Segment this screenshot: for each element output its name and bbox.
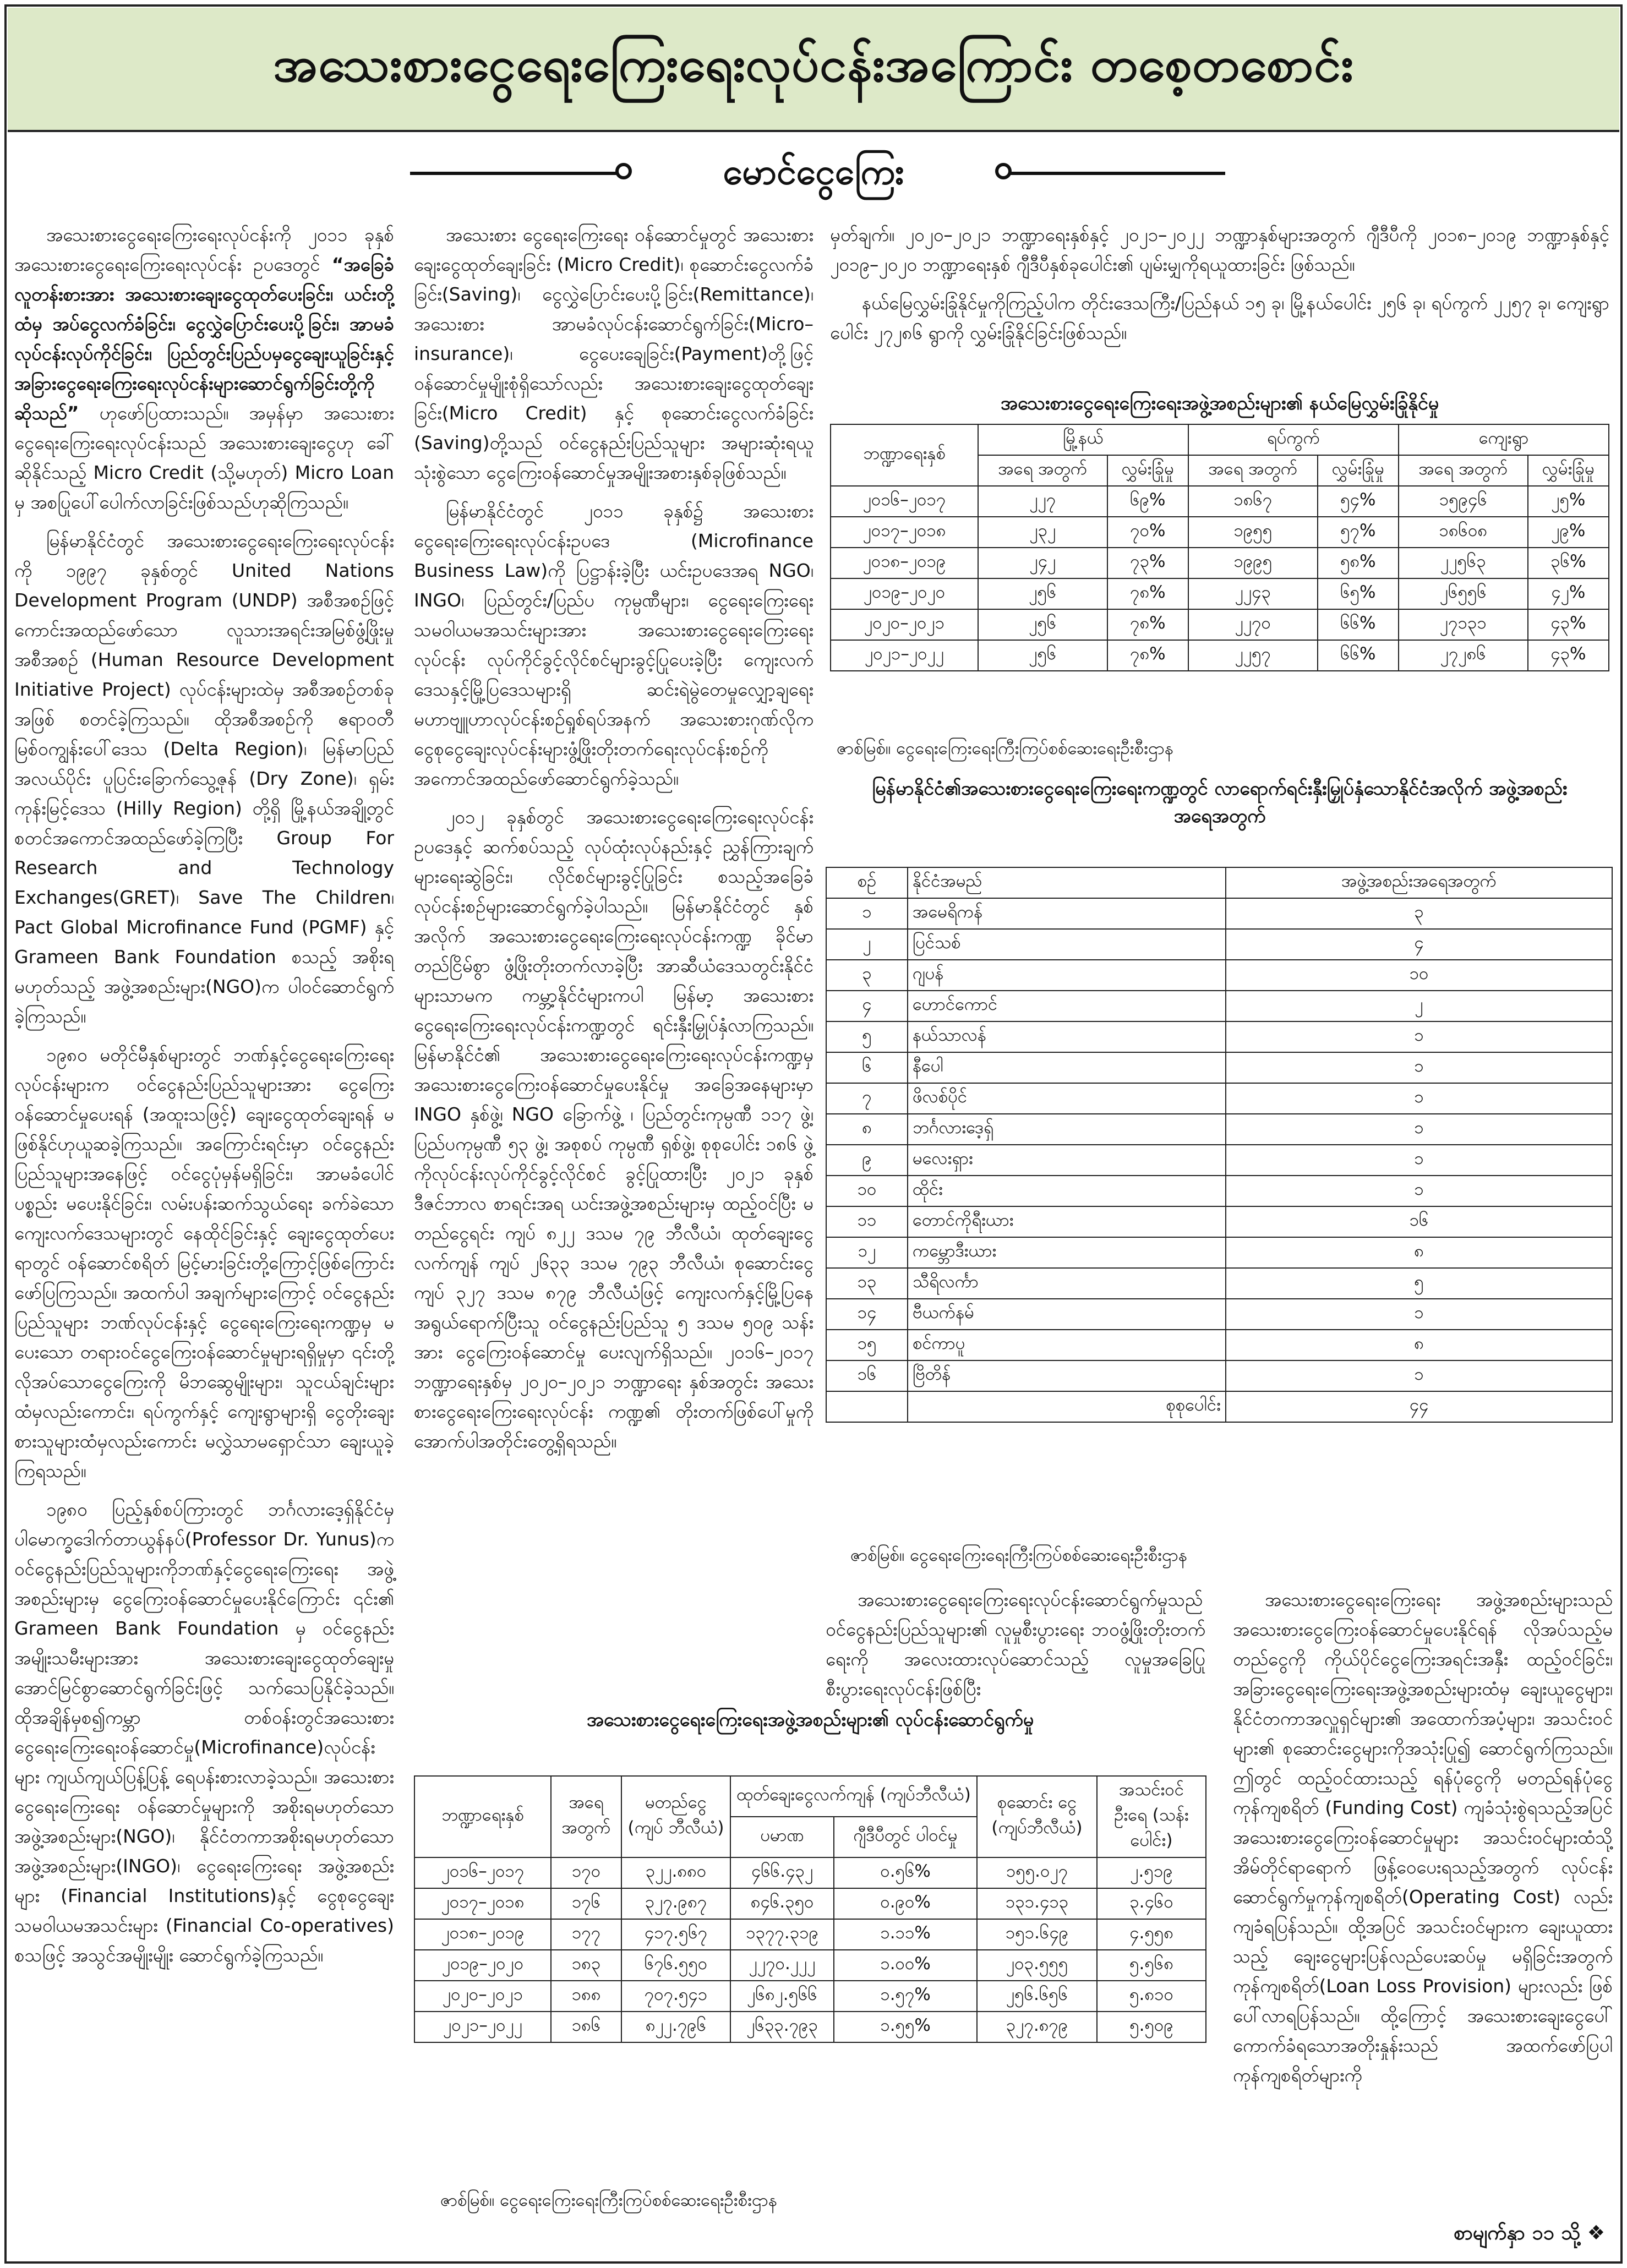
table-cell: ၈ — [1226, 1330, 1612, 1360]
table-cell: ပြင်သစ် — [908, 929, 1226, 960]
table-cell: ၂၆၅၅၆ — [1399, 578, 1528, 609]
country-row — [826, 929, 1612, 960]
headline-banner — [8, 8, 1619, 132]
table-cell: ၂၂၇၀.၂၂၂ — [730, 1950, 834, 1981]
author-byline: မောင်ငွေကြေး — [723, 152, 904, 193]
table-cell: ၄ — [1226, 929, 1612, 960]
table-cell: ၁၂ — [826, 1237, 908, 1268]
table-cell: ၁၅ — [826, 1330, 908, 1360]
table-cell: ၇၈% — [1107, 609, 1188, 640]
table-cell: ၅.၅၀၉ — [1097, 2012, 1206, 2042]
table-cell: ၁၄ — [826, 1299, 908, 1330]
coverage-table-caption: အသေးစားငွေရေးကြေးရေးအဖွဲ့အစည်းများ၏ နယ်မြေလွှမ်းခြုံနိုင်မှု — [1000, 392, 1439, 414]
table-cell: ၈၄၆.၃၅၀ — [730, 1888, 834, 1919]
table-cell: ၁ — [1226, 1021, 1612, 1052]
table-cell: ၁၇၀ — [551, 1857, 621, 1888]
table-cell: ၂၅% — [1528, 486, 1609, 517]
operations-row — [414, 1857, 1206, 1888]
table-cell: ၁၀ — [1226, 960, 1612, 991]
table-cell: ၂ — [1226, 991, 1612, 1021]
country-row — [826, 1206, 1612, 1237]
table-cell: ၁၈၃ — [551, 1950, 621, 1981]
country-row — [826, 1268, 1612, 1299]
country-row — [826, 1330, 1612, 1360]
table-cell: ၅ — [826, 1021, 908, 1052]
paragraph: မြန်မာနိုင်ငံတွင် အသေးစားငွေရေးကြေးရေးလုပ်ငန်းကို ၁၉၉၇ ခုနှစ်တွင် United Nations Development Program (UNDP) အစီအစဉ်ဖြင့် ကောင်းအထည်ဖော်သော လူသားအရင်းအမြစ်ဖွံ့ဖြိုးမှုအစီအစဉ် (Human Resource Development Initiative Project) လုပ်ငန်းများထဲမှ အစီအစဉ်တစ်ခုအဖြစ် စတင်ခဲ့ကြသည်။ ထိုအစီအစဉ်ကို ဧရာဝတီမြစ်ဝကျွန်းပေါ်ဒေသ (Delta Region)၊ မြန်မာပြည်အလယ်ပိုင်း ပူပြင်းခြောက်သွေ့ဇုန် (Dry Zone)၊ ရှမ်းကုန်းမြင့်ဒေသ (Hilly Region) တို့ရှိ မြို့နယ်အချို့တွင် စတင်အကောင်အထည်ဖော်ခဲ့ကြပြီး Group For Research and Technology Exchanges(GRET)၊ Save The Children၊ Pact Global Microfinance Fund (PGMF) နှင့် Grameen Bank Foundation စသည့် အစိုးရမဟုတ်သည့် အဖွဲ့အစည်းများ(NGO)က ပါဝင်ဆောင်ရွက်ခဲ့ကြသည်။ — [14, 530, 394, 1027]
table-cell: ၁၅၁.၆၄၉ — [977, 1919, 1097, 1950]
operations-table-caption: အသေးစားငွေရေးကြေးရေးအဖွဲ့အစည်းများ၏ လုပ်ငန်းဆောင်ရွက်မှု — [586, 1709, 1034, 1731]
operations-row — [414, 1950, 1206, 1981]
table-cell: ၁၃၇၇.၃၁၉ — [730, 1919, 834, 1950]
country-row — [826, 1083, 1612, 1114]
table-cell: ကမ္ဘောဒီးယား — [908, 1237, 1226, 1268]
paragraph: မြန်မာနိုင်ငံတွင် ၂၀၁၁ ခုနှစ်၌ အသေးစားငွေရေးကြေးရေးလုပ်ငန်းဥပဒေ (Microfinance Business Law)ကို ပြဋ္ဌာန်းခဲ့ပြီး ယင်းဥပဒေအရ NGO၊ INGO၊ ပြည်တွင်း/ပြည်ပ ကုမ္ပဏီများ၊ ငွေရေးကြေးရေးသမဝါယမအသင်းများအား အသေးစားငွေရေးကြေးရေးလုပ်ငန်း လုပ်ကိုင်ခွင့်လိုင်စင်များခွင့်ပြုပေးခဲ့ပြီး ကျေးလက်ဒေသနှင့်မြို့ပြဒေသများရှိ ဆင်းရဲမွဲတေမှုလျှော့ချရေးမဟာဗျူဟာလုပ်ငန်းစဉ်ရှုစ်ရပ်အနက် အသေးစားဂုဏ်လိုက ငွေစုငွေချေးလုပ်ငန်းများဖွံ့ဖြိုးတိုးတက်ရေးလုပ်ငန်းစဉ်ကို အကောင်အထည်ဖော်ဆောင်ရွက်ခဲ့သည်။ — [414, 500, 814, 789]
table-cell: ၁၃ — [826, 1268, 908, 1299]
table-cell: ၃ — [826, 960, 908, 991]
article-column-2 — [414, 220, 814, 1465]
table-cell: ၂၀၁၉–၂၀၂၀ — [831, 578, 978, 609]
total-label: စုစုပေါင်း — [908, 1391, 1226, 1422]
table-cell: ၆၆% — [1318, 609, 1399, 640]
table-cell: ဂျပန် — [908, 960, 1226, 991]
table-cell: ၂၇၂၈၆ — [1399, 640, 1528, 671]
table-cell: ၂၅၆ — [978, 640, 1107, 671]
table-cell: ၁၃၁.၄၁၃ — [977, 1888, 1097, 1919]
paragraph: ၂၀၁၂ ခုနှစ်တွင် အသေးစားငွေရေးကြေးရေးလုပ်ငန်းဥပဒေနှင့် ဆက်စပ်သည့် လုပ်ထုံးလုပ်နည်းနှင့် ညွှန်ကြားချက်များရေးဆွဲခြင်း၊ လိုင်စင်များခွင့်ပြုခြင်း စသည့်အခြေခံလုပ်ငန်းစဉ်များဆောင်ရွက်ခဲ့ပါသည်။ မြန်မာနိုင်ငံတွင် နှစ်အလိုက် အသေးစားငွေရေးကြေးရေးလုပ်ငန်းကဏ္ဍ ခိုင်မာတည်ငြိမ်စွာ ဖွံ့ဖြိုးတိုးတက်လာခဲ့ပြီး အာဆီယံဒေသတွင်းနိုင်ငံများသာမက ကမ္ဘာ့နိုင်ငံများကပါ မြန်မာ့ အသေးစား ငွေရေးကြေးရေးလုပ်ငန်းကဏ္ဍတွင် ရင်းနှီးမြှုပ်နှံလာကြသည်။ မြန်မာနိုင်ငံ၏ အသေးစားငွေရေးကြေးရေးလုပ်ငန်းကဏ္ဍမှ အသေးစားငွေကြေးဝန်ဆောင်မှုပေးနိုင်မှု အခြေအနေများမှာ INGO နှစ်ဖွဲ့၊ NGO ခြောက်ဖွဲ့ ၊ ပြည်တွင်းကုမ္ပဏီ ၁၁၇ ဖွဲ့၊ ပြည်ပကုမ္ပဏီ ၅၃ ဖွဲ့၊ အစုစပ် ကုမ္ပဏီ ရှစ်ဖွဲ့၊ စုစုပေါင်း ၁၈၆ ဖွဲ့ ကိုလုပ်ငန်းလုပ်ကိုင်ခွင့်လိုင်စင် ခွင့်ပြုထားပြီး ၂၀၂၁ ခုနှစ် ဒီဇင်ဘာလ စာရင်းအရ ယင်းအဖွဲ့အစည်းများမှ ထည့်ဝင်ပြီး မတည်ငွေရင်း ကျပ် ၈၂၂ ဒသမ ၇၉ ဘီလီယံ၊ ထုတ်ချေးငွေလက်ကျန် ကျပ် ၂၆၃၃ ဒသမ ၇၉၃ ဘီလီယံ၊ စုဆောင်းငွေကျပ် ၃၂၇ ဒသမ ၈၇၉ ဘီလီယံဖြင့် ကျေးလက်နှင့်မြို့ပြနေ အရွယ်ရောက်ပြီးသူ ဝင်ငွေနည်းပြည်သူ ၅ ဒသမ ၅၀၉ သန်းအား ငွေကြေးဝန်ဆောင်မှု ပေးလျက်ရှိသည်။ ၂၀၁၆–၂၀၁၇ ဘဏ္ဍာရေးနှစ်မှ ၂၀၂၀–၂၀၂၁ ဘဏ္ဍာရေး နှစ်အတွင်း အသေးစားငွေရေးကြေးရေးလုပ်ငန်း ကဏ္ဍ၏ တိုးတက်ဖြစ်ပေါ်မှုကိုအောက်ပါအတိုင်းတွေ့ရှိရသည်။ — [414, 806, 814, 1452]
col-header-year: ဘဏ္ဍာရေးနှစ် — [414, 1776, 551, 1857]
col-header-loan-gdp-share: ဂျီဒီပီတွင် ပါဝင်မှု — [834, 1817, 977, 1857]
table-cell: ထိုင်း — [908, 1176, 1226, 1206]
table-cell: ၂ — [826, 929, 908, 960]
table-cell: ၁၀ — [826, 1176, 908, 1206]
table-cell: ၂၅၆.၆၅၆ — [977, 1981, 1097, 2012]
table-cell: ၂၄၂ — [978, 548, 1107, 578]
coverage-source: ဇာစ်မြစ်။ ငွေရေးကြေးရေးကြီးကြပ်စစ်ဆေးရေးဦးစီးဌာန — [837, 739, 1173, 758]
col-header-count: အရေ အတွက် — [1399, 455, 1528, 486]
gdp-note: မှတ်ချက်။ ၂၀၂၀–၂၀၂၁ ဘဏ္ဍာရေးနှစ်နှင့် ၂၀၂၁–၂၀၂၂ ဘဏ္ဍာနှစ်များအတွက် ဂျီဒီပီကို ၂၀၁၈–၂၀၁၉ ဘဏ္ဍာနှစ်နှင့် ၂၀၁၉–၂၀၂၀ ဘဏ္ဍာရေးနှစ် ဂျီဒီပီနှစ်ခုပေါင်း၏ ပျမ်းမျှကိုရယူထားခြင်း ဖြစ်သည်။ — [830, 224, 1609, 275]
table-cell: ၅၄% — [1318, 486, 1399, 517]
col-header-no: စဉ် — [826, 867, 908, 898]
col-header-savings: စုဆောင်း ငွေ (ကျပ်ဘီလီယံ) — [977, 1776, 1097, 1857]
table-cell: ၂၆၈၂.၅၆၆ — [730, 1981, 834, 2012]
table-cell: ၂၆၃၃.၇၉၃ — [730, 2012, 834, 2042]
table-cell: ၈ — [1226, 1237, 1612, 1268]
table-cell: ဗြိတိန် — [908, 1360, 1226, 1391]
table-cell: ၁၅၉၄၆ — [1399, 486, 1528, 517]
country-row — [826, 1145, 1612, 1176]
paragraph: အသေးစားငွေရေးကြေးရေးလုပ်ငန်းကို ၂၀၁၁ ခုနှစ် အသေးစားငွေရေးကြေးရေးလုပ်ငန်း ဥပဒေတွင် “အခြေခံလူတန်းစားအား အသေးစားချေးငွေထုတ်ပေးခြင်း၊ ယင်းတို့ထံမှ အပ်ငွေလက်ခံခြင်း၊ ငွေလွှဲပြောင်းပေးပို့ခြင်း၊ အာမခံလုပ်ငန်းလုပ်ကိုင်ခြင်း၊ ပြည်တွင်းပြည်ပမှငွေချေးယူခြင်းနှင့် အခြားငွေရေးကြေးရေးလုပ်ငန်းများဆောင်ရွက်ခြင်းတို့ကိုဆိုသည်” ဟုဖော်ပြထားသည်။ အမှန်မှာ အသေးစားငွေရေးကြေးရေးလုပ်ငန်းသည် အသေးစားချေးငွေဟု ခေါ်ဆိုနိုင်သည့် Micro Credit (သို့မဟုတ်) Micro Loan မှ အစပြုပေါ်ပေါက်လာခြင်းဖြစ်သည်ဟုဆိုကြသည်။ — [14, 224, 394, 513]
table-cell: ၂၂၇ — [978, 486, 1107, 517]
coverage-row — [831, 548, 1609, 578]
operations-row — [414, 1981, 1206, 2012]
table-cell: ၄.၅၅၈ — [1097, 1919, 1206, 1950]
table-cell: ၁၉၅၅ — [1188, 517, 1318, 548]
table-cell: ၄ — [826, 991, 908, 1021]
table-cell: ၇၈% — [1107, 640, 1188, 671]
table-cell: ၄၃% — [1528, 640, 1609, 671]
col-header-township: မြို့နယ် — [978, 424, 1188, 455]
table-cell: ၂၀၂၁–၂၀၂၂ — [831, 640, 978, 671]
table-cell: ၀.၅၆% — [834, 1857, 977, 1888]
table-cell: ၄၂% — [1528, 578, 1609, 609]
table-cell: ၅.၅၆၈ — [1097, 1950, 1206, 1981]
table-cell: ဗီယက်နမ် — [908, 1299, 1226, 1330]
operations-table — [414, 1775, 1206, 2043]
table-cell: ၀.၉၀% — [834, 1888, 977, 1919]
col-header-coverage: လွှမ်းခြုံမှု — [1107, 455, 1188, 486]
table-cell: ၆ — [826, 1052, 908, 1083]
table-cell: ဟောင်ကောင် — [908, 991, 1226, 1021]
country-row — [826, 1114, 1612, 1145]
table-cell: ၁၆ — [826, 1360, 908, 1391]
table-cell: ၄၃% — [1528, 609, 1609, 640]
table-cell: ၁၈၆၇ — [1188, 486, 1318, 517]
table-cell: ၁၈၆ — [551, 2012, 621, 2042]
col-header-ward: ရပ်ကွက် — [1188, 424, 1399, 455]
paragraph: ၁၉၈၀ ပြည့်နှစ်စပ်ကြားတွင် ဘင်္ဂလားဒေ့ရှ်နိုင်ငံမှ ပါမောက္ခဒေါက်တာယွန်နပ်(Professor Dr. Yunus)က ဝင်ငွေနည်းပြည်သူများကိုဘဏ်နှင့်ငွေရေးကြေးရေး အဖွဲ့အစည်းများမှ ငွေကြေးဝန်ဆောင်မှုပေးနိုင်ကြောင်း ၎င်း၏ Grameen Bank Foundation မှ ဝင်ငွေနည်းအမျိုးသမီးများအား အသေးစားချေးငွေထုတ်ချေးမှု အောင်မြင်စွာဆောင်ရွက်ခြင်းဖြင့် သက်သေပြနိုင်ခဲ့သည်။ ထိုအချိန်မှစ၍ကမ္ဘာ တစ်ဝန်းတွင်အသေးစားငွေရေးကြေးရေးဝန်ဆောင်မှု(Microfinance)လုပ်ငန်းများ ကျယ်ကျယ်ပြန့်ပြန့် ရေပန်းစားလာခဲ့သည်။ အသေးစား ငွေရေးကြေးရေး ဝန်ဆောင်မှုများကို အစိုးရမဟုတ်သောအဖွဲ့အစည်းများ(NGO)၊ နိုင်ငံတကာအစိုးရမဟုတ်သောအဖွဲ့အစည်းများ(INGO)၊ ငွေရေးကြေးရေး အဖွဲ့အစည်းများ (Financial Institutions)နှင့် ငွေစုငွေချေးသမဝါယမအသင်းများ (Financial Co-operatives) စသဖြင့် အသွင်အမျိုးမျိုး ဆောင်ရွက်ခဲ့ကြသည်။ — [14, 1499, 394, 1966]
col-header-year: ဘဏ္ဍာရေးနှစ် — [831, 424, 978, 486]
table-cell: ၈ — [826, 1114, 908, 1145]
country-row — [826, 1360, 1612, 1391]
table-cell: ၂၀၁၈–၂၀၁၉ — [831, 548, 978, 578]
table-cell: ၅၇% — [1318, 517, 1399, 548]
table-cell: ၂၉% — [1528, 517, 1609, 548]
table-cell: ၁၁ — [826, 1206, 908, 1237]
col-header-capital: မတည်ငွေ (ကျပ် ဘီလီယံ) — [621, 1776, 730, 1857]
table-cell: ၁ — [826, 898, 908, 929]
table-cell: စင်ကာပူ — [908, 1330, 1226, 1360]
coverage-row — [831, 609, 1609, 640]
country-row — [826, 1052, 1612, 1083]
operations-source: ဇာစ်မြစ်။ ငွေရေးကြေးရေးကြီးကြပ်စစ်ဆေးရေးဦးစီးဌာန — [440, 2190, 777, 2210]
table-cell: ဖိလစ်ပိုင် — [908, 1083, 1226, 1114]
table-cell: ၁ — [1226, 1176, 1612, 1206]
table-cell: ၁ — [1226, 1114, 1612, 1145]
table-cell: ၁၇၆ — [551, 1888, 621, 1919]
definition-quote: “အခြေခံလူတန်းစားအား အသေးစားချေးငွေထုတ်ပေးခြင်း၊ ယင်းတို့ထံမှ အပ်ငွေလက်ခံခြင်း၊ ငွေလွှဲပြောင်းပေးပို့ခြင်း၊ အာမခံလုပ်ငန်းလုပ်ကိုင်ခြင်း၊ ပြည်တွင်းပြည်ပမှငွေချေးယူခြင်းနှင့် အခြားငွေရေးကြေးရေးလုပ်ငန်းများဆောင်ရွက်ခြင်းတို့ကိုဆိုသည်” — [14, 254, 394, 424]
table-cell: ၆၇၆.၅၅၀ — [621, 1950, 730, 1981]
table-cell: ၁ — [1226, 1299, 1612, 1330]
table-cell: ၂၀၁၇–၂၀၁၈ — [831, 517, 978, 548]
table-cell: ၂၃၂ — [978, 517, 1107, 548]
table-cell: ၄၆၆.၄၃၂ — [730, 1857, 834, 1888]
table-cell: ၂၀၂၀–၂၀၂၁ — [414, 1981, 551, 2012]
table-cell: နီပေါ — [908, 1052, 1226, 1083]
country-row — [826, 991, 1612, 1021]
table-cell: ၆၉% — [1107, 486, 1188, 517]
table-cell: ၃၆% — [1528, 548, 1609, 578]
table-cell: ၃.၄၆၀ — [1097, 1888, 1206, 1919]
paragraph: အသေးစားငွေရေးကြေးရေးလုပ်ငန်းဆောင်ရွက်မှုသည် ဝင်ငွေနည်းပြည်သူများ၏ လူမှုစီးပွားရေး ဘဝဖွံ့ဖြိုးတိုးတက်ရေးကို အလေးထားလုပ်ဆောင်သည့် လူမှုအခြေပြုစီးပွားရေးလုပ်ငန်းဖြစ်ပြီး — [826, 1589, 1205, 1699]
table-cell: ၂၂၄၃ — [1188, 578, 1318, 609]
table-cell: ၅၈% — [1318, 548, 1399, 578]
article-column-4 — [1233, 1585, 1613, 2099]
table-cell: မလေးရှား — [908, 1145, 1226, 1176]
table-cell: ၂၂၅၆၃ — [1399, 548, 1528, 578]
table-cell: ၉ — [826, 1145, 908, 1176]
table-cell: ၁.၁၁% — [834, 1919, 977, 1950]
table-cell: ၂၂၇၀ — [1188, 609, 1318, 640]
table-cell: ၂၂၅၇ — [1188, 640, 1318, 671]
byline-rule-right — [1011, 172, 1225, 175]
country-row — [826, 1237, 1612, 1268]
table-cell: ၁၆ — [1226, 1206, 1612, 1237]
col-header-count: အရေ အတွက် — [1188, 455, 1318, 486]
headline: အသေးစားငွေရေးကြေးရေးလုပ်ငန်းအကြောင်း တစေ့တစောင်း — [273, 36, 1354, 92]
table-cell: ၂၀၁၇–၂၀၁၈ — [414, 1888, 551, 1919]
table-cell: ၃၂၂.၈၈၀ — [621, 1857, 730, 1888]
table-cell: ၅.၈၁၀ — [1097, 1981, 1206, 2012]
table-cell: နယ်သာလန် — [908, 1021, 1226, 1052]
country-row — [826, 1021, 1612, 1052]
byline-ornament-right — [995, 163, 1012, 179]
continued-on-page: စာမျက်နှာ ၁၁ သို့ ❖ — [1453, 2222, 1605, 2244]
table-cell: ၄၁၇.၅၆၇ — [621, 1919, 730, 1950]
col-header-coverage: လွှမ်းခြုံမှု — [1318, 455, 1399, 486]
table-cell: ၂၀၁၈–၂၀၁၉ — [414, 1919, 551, 1950]
table-cell: ၇၀% — [1107, 517, 1188, 548]
col-header-village: ကျေးရွာ — [1399, 424, 1609, 455]
operations-row — [414, 1919, 1206, 1950]
table-cell: ၅ — [1226, 1268, 1612, 1299]
table-cell: ၁ — [1226, 1145, 1612, 1176]
col-header-members: အသင်းဝင် ဦးရေ (သန်းပေါင်း) — [1097, 1776, 1206, 1857]
table-cell: ၁ — [1226, 1052, 1612, 1083]
article-column-1 — [14, 220, 394, 1979]
country-table-caption: မြန်မာနိုင်ငံ၏အသေးစားငွေရေးကြေးရေးကဏ္ဍတွင် လာရောက်ရင်းနှီးမြှုပ်နှံသောနိုင်ငံအလိုက် အဖွဲ့အစည်းအရေအတွက် — [872, 778, 1568, 827]
table-cell: ၃၂၇.၉၈၇ — [621, 1888, 730, 1919]
table-cell: ၁၇၇ — [551, 1919, 621, 1950]
operations-row — [414, 2012, 1206, 2042]
total-value: ၄၄ — [1226, 1391, 1612, 1422]
col-header-loans: ထုတ်ချေးငွေလက်ကျန် (ကျပ်ဘီလီယံ) — [730, 1776, 977, 1817]
table-cell: ၁၉၉၅ — [1188, 548, 1318, 578]
coverage-row — [831, 640, 1609, 671]
coverage-row — [831, 578, 1609, 609]
table-cell: ၁၈၈ — [551, 1981, 621, 2012]
table-cell: တောင်ကိုရီးယား — [908, 1206, 1226, 1237]
country-row — [826, 898, 1612, 929]
table-cell: ၂၅၆ — [978, 578, 1107, 609]
table-cell: ၆၅% — [1318, 578, 1399, 609]
table-cell: ၇၃% — [1107, 548, 1188, 578]
table-cell: ၂၀၁၆–၂၀၁၇ — [831, 486, 978, 517]
table-cell: ၂၇၁၃၁ — [1399, 609, 1528, 640]
table-cell: ၁ — [1226, 1360, 1612, 1391]
col-header-count: အရေ အတွက် — [978, 455, 1107, 486]
table-cell: ၂၀၃.၅၅၅ — [977, 1950, 1097, 1981]
table-cell: ၁.၅၇% — [834, 1981, 977, 2012]
paragraph: နယ်မြေလွှမ်းခြုံနိုင်မှုကိုကြည့်ပါက တိုင်းဒေသကြီး/ပြည်နယ် ၁၅ ခု၊ မြို့နယ်ပေါင်း ၂၅၆ ခု၊ ရပ်ကွက် ၂၂၅၇ ခု၊ ကျေးရွာပေါင်း ၂၇၂၈၆ ရွာကို လွှမ်းခြုံနိုင်ခြင်းဖြစ်သည်။ — [830, 292, 1609, 343]
table-cell: ၁.၀၀% — [834, 1950, 977, 1981]
col-header-loan-amount: ပမာဏ — [730, 1817, 834, 1857]
country-source: ဇာစ်မြစ်။ ငွေရေးကြေးရေးကြီးကြပ်စစ်ဆေးရေးဦးစီးဌာန — [850, 1545, 1187, 1565]
table-cell: ၃၂၇.၈၇၉ — [977, 2012, 1097, 2042]
paragraph: ၁၉၈၀ မတိုင်မီနှစ်များတွင် ဘဏ်နှင့်ငွေရေးကြေးရေးလုပ်ငန်းများက ဝင်ငွေနည်းပြည်သူများအား ငွေကြေးဝန်ဆောင်မှုပေးရန် (အထူးသဖြင့်) ချေးငွေထုတ်ချေးရန် မဖြစ်နိုင်ဟုယူဆခဲ့ကြသည်။ အကြောင်းရင်းမှာ ဝင်ငွေနည်းပြည်သူများအနေဖြင့် ဝင်ငွေပုံမှန်မရှိခြင်း၊ အာမခံပေါင်ပစ္စည်း မပေးနိုင်ခြင်း၊ လမ်းပန်းဆက်သွယ်ရေး ခက်ခဲသော ကျေးလက်ဒေသများတွင် နေထိုင်ခြင်းနှင့် ချေးငွေထုတ်ပေးရာတွင် ဝန်ဆောင်စရိတ် မြင့်မားခြင်းတို့ကြောင့်ဖြစ်ကြောင်း ဖော်ပြကြသည်။ အထက်ပါ အချက်များကြောင့် ဝင်ငွေနည်းပြည်သူများ ဘဏ်လုပ်ငန်းနှင့် ငွေရေးကြေးရေးကဏ္ဍမှ မပေးသော တရားဝင်ငွေကြေးဝန်ဆောင်မှုများရရှိမှုမှာ ၎င်းတို့လိုအပ်သောငွေကြေးကို မိဘဆွေမျိုးများ၊ သူငယ်ချင်းများထံမှလည်းကောင်း၊ ရပ်ကွက်နှင့် ကျေးရွာများရှိ ငွေတိုးချေးစားသူများထံမှလည်းကောင်း မလွှဲသာမရှောင်သာ ချေးယူခဲ့ကြရသည်။ — [14, 1044, 394, 1482]
country-table — [826, 867, 1613, 1423]
table-cell: ၁.၅၅% — [834, 2012, 977, 2042]
table-cell: ၂၀၂၀–၂၀၂၁ — [831, 609, 978, 640]
operations-row — [414, 1888, 1206, 1919]
table-cell: ၁၅၅.၀၂၇ — [977, 1857, 1097, 1888]
table-cell: ၃ — [1226, 898, 1612, 929]
table-cell: ၇ — [826, 1083, 908, 1114]
table-cell: ၆၆% — [1318, 640, 1399, 671]
table-cell: ၇၈% — [1107, 578, 1188, 609]
article-column-3-lower — [826, 1585, 1205, 1713]
table-cell: ၂၀၁၉–၂၀၂၀ — [414, 1950, 551, 1981]
col-header-country: နိုင်ငံအမည် — [908, 867, 1226, 898]
col-header-coverage: လွှမ်းခြုံမှု — [1528, 455, 1609, 486]
article-column-3 — [830, 220, 1609, 357]
table-cell: ၂၀၁၆–၂၀၁၇ — [414, 1857, 551, 1888]
byline-row — [0, 144, 1627, 205]
coverage-row — [831, 517, 1609, 548]
table-cell: ၈၂၂.၇၉၆ — [621, 2012, 730, 2042]
country-row — [826, 1176, 1612, 1206]
table-cell: ၁၈၆၀၈ — [1399, 517, 1528, 548]
country-row — [826, 1299, 1612, 1330]
table-cell: အမေရိကန် — [908, 898, 1226, 929]
table-cell: ၇၀၇.၅၄၁ — [621, 1981, 730, 2012]
table-cell: ၂၀၂၁–၂၀၂၂ — [414, 2012, 551, 2042]
paragraph: အသေးစားငွေရေးကြေးရေး အဖွဲ့အစည်းများသည် အသေးစားငွေကြေးဝန်ဆောင်မှုပေးနိုင်ရန် လိုအပ်သည့်မတည်ငွေကို ကိုယ်ပိုင်ငွေကြေးအရင်းအနှီး ထည့်ဝင်ခြင်း၊ အခြားငွေရေးကြေးရေးအဖွဲ့အစည်းများထံမှ ချေးယူငွေများ၊ နိုင်ငံတကာအလှူရှင်များ၏ အထောက်အပံ့များ၊ အသင်းဝင်များ၏ စုဆောင်းငွေများကိုအသုံးပြု၍ ဆောင်ရွက်ကြသည်။ ဤတွင် ထည့်ဝင်ထားသည့် ရန်ပုံငွေကို မတည်ရန်ပုံငွေကုန်ကျစရိတ် (Funding Cost) ကျခံသုံးစွဲရသည့်အပြင် အသေးစားငွေကြေးဝန်ဆောင်မှုများ အသင်းဝင်များထံသို့ အိမ်တိုင်ရာရောက် ဖြန့်ဝေပေးရသည့်အတွက် လုပ်ငန်းဆောင်ရွက်မှုကုန်ကျစရိတ်(Operating Cost) လည်းကျခံရပြန်သည်။ ထို့အပြင် အသင်းဝင်များက ချေးယူထားသည့် ချေးငွေများပြန်လည်ပေးဆပ်မှု မရှိခြင်းအတွက် ကုန်ကျစရိတ်(Loan Loss Provision) များလည်း ဖြစ်ပေါ်လာရပြန်သည်။ ထို့ကြောင့် အသေးစားချေးငွေပေါ် ကောက်ခံရသောအတိုးနှုန်းသည် အထက်ဖော်ပြပါကုန်ကျစရိတ်များကို — [1233, 1589, 1613, 2086]
table-cell: ၂၅၆ — [978, 609, 1107, 640]
coverage-row — [831, 486, 1609, 517]
table-cell: ၂.၅၁၉ — [1097, 1857, 1206, 1888]
coverage-table — [830, 424, 1609, 671]
country-row — [826, 960, 1612, 991]
table-cell: ဘင်္ဂလားဒေ့ရှ် — [908, 1114, 1226, 1145]
col-header-org-count: အဖွဲ့အစည်းအရေအတွက် — [1226, 867, 1612, 898]
paragraph: အသေးစား ငွေရေးကြေးရေး ဝန်ဆောင်မှုတွင် အသေးစားချေးငွေထုတ်ချေးခြင်း (Micro Credit)၊ စုဆောင်းငွေလက်ခံခြင်း(Saving)၊ ငွေလွှဲပြောင်းပေးပို့ခြင်း(Remittance)၊ အသေးစား အာမခံလုပ်ငန်းဆောင်ရွက်ခြင်း(Micro–insurance)၊ ငွေပေးချေခြင်း(Payment)တို့ဖြင့် ဝန်ဆောင်မှုမျိုးစုံရှိသော်လည်း အသေးစားချေးငွေထုတ်ချေးခြင်း(Micro Credit) နှင့် စုဆောင်းငွေလက်ခံခြင်း (Saving)တို့သည် ဝင်ငွေနည်းပြည်သူများ အများဆုံးရယူသုံးစွဲသော ငွေကြေးဝန်ဆောင်မှုအမျိုးအစားနှစ်ခုဖြစ်သည်။ — [414, 224, 814, 483]
table-cell: ၁ — [1226, 1083, 1612, 1114]
col-header-count: အရေ အတွက် — [551, 1776, 621, 1857]
table-cell: သီရိလင်္ကာ — [908, 1268, 1226, 1299]
